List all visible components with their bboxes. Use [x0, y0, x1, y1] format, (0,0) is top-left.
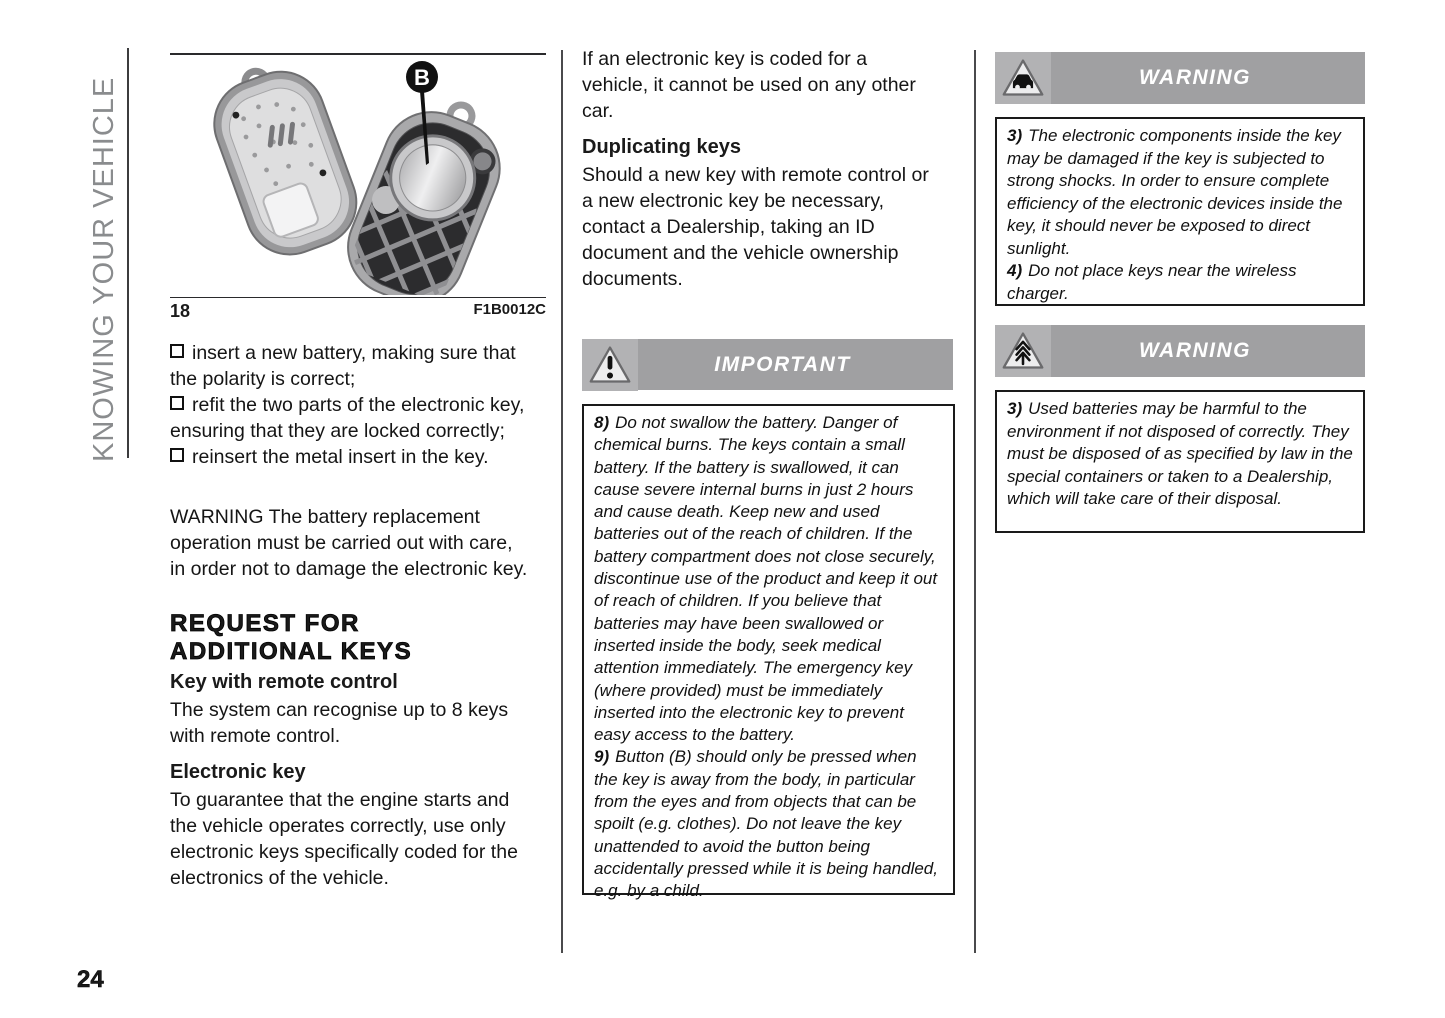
key-fob-open-back [200, 55, 369, 267]
figure-caption [170, 301, 546, 322]
item-text: Used batteries may be harmful to the environment if not disposed of correctly. They must be disposed of as specified by law in the special containers or taken to a Dealership, which will take care of their disposal. [1007, 399, 1353, 508]
square-bullet-icon [170, 448, 184, 462]
callout-b-label: B [414, 65, 430, 90]
coded-key-text: If an electronic key is coded for a vehicle, it cannot be used on any other car. [582, 48, 916, 122]
figure-number: 18 [170, 301, 191, 321]
warning-item [1007, 260, 1353, 305]
electronic-key-figure [170, 55, 546, 295]
warning2-title: WARNING [1139, 339, 1251, 362]
bullet-item [170, 340, 532, 392]
square-bullet-icon [170, 396, 184, 410]
bullet-item [170, 444, 532, 470]
page-number: 24 [77, 966, 104, 993]
column-divider-right [974, 50, 976, 953]
warning-item [1007, 125, 1353, 260]
electronic-key-heading: Electronic key [170, 761, 306, 783]
warning-note: WARNING The battery replacement operation must be carried out with care, in order not to damage the electronic key. [170, 506, 528, 580]
sidebar-section-title: KNOWING YOUR VEHICLE [88, 76, 120, 462]
duplicating-keys-text: Should a new key with remote control or a new electronic key be necessary, contact a Dealership, taking an ID document and the vehicle ownership documents. [582, 164, 929, 290]
figure-code: F1B0012C [473, 301, 546, 318]
warning2-box [995, 390, 1365, 533]
environment-tree-triangle-icon [995, 325, 1051, 377]
square-bullet-icon [170, 344, 184, 358]
sidebar-rule [127, 48, 129, 458]
bullet-text: insert a new battery, making sure that the polarity is correct; [170, 342, 516, 390]
item-number: 8) [594, 413, 610, 432]
important-item [594, 746, 943, 902]
bullet-text: reinsert the metal insert in the key. [192, 446, 489, 468]
warning1-box [995, 117, 1365, 306]
warning2-header-bar [995, 325, 1365, 377]
item-number: 4) [1007, 261, 1023, 280]
electronic-key-text: To guarantee that the engine starts and the vehicle operates correctly, use only electronic keys specifically coded for the electronics of the vehicle. [170, 789, 518, 889]
item-number: 3) [1007, 126, 1023, 145]
important-item [594, 412, 943, 746]
key-illustration [170, 55, 546, 295]
important-box [582, 404, 955, 901]
left-column [170, 340, 532, 891]
section-heading: REQUEST FOR ADDITIONAL KEYS [170, 610, 413, 665]
exclamation-triangle-icon [582, 339, 638, 391]
bullet-text: refit the two parts of the electronic key, ensuring that they are locked correctly; [170, 394, 525, 442]
item-number: 3) [1007, 399, 1023, 418]
item-text: The electronic components inside the key may be damaged if the key is subjected to strong shocks. In order to ensure complete efficiency of the electronic devices inside the key, it should never be exposed to direct sunlight. [1007, 126, 1343, 258]
item-text: Do not swallow the battery. Danger of chemical burns. The keys contain a small battery. If the battery is swallowed, it can cause severe internal burns in just 2 hours and cause death. Keep new and used batteries out of the reach of children. If the battery compartment does not close securely, discontinue use of the product and keep it out of reach of children. If you believe that batteries may have been swallowed or inserted inside the body, seek medical attention immediately. The emergency key (where provided) must be immediately inserted into the electronic key to prevent easy access to the battery. [594, 413, 938, 745]
column-divider-left [561, 50, 563, 953]
item-text: Button (B) should only be pressed when the key is away from the body, in particular from the eyes and from objects that can be spoilt (e.g. clothes). Do not leave the key unattended to avoid the button being accidentally pressed while it is being handled, e.g. by a child. [594, 747, 938, 901]
warning1-title: WARNING [1139, 66, 1251, 89]
item-text: Do not place keys near the wireless charger. [1007, 261, 1297, 303]
remote-key-text: The system can recognise up to 8 keys with remote control. [170, 699, 509, 747]
car-hazard-triangle-icon [995, 52, 1051, 104]
figure-bottom-rule [170, 297, 546, 298]
duplicating-keys-heading: Duplicating keys [582, 136, 741, 158]
warning1-header-bar [995, 52, 1365, 104]
important-title: IMPORTANT [714, 353, 851, 376]
bullet-item [170, 392, 532, 444]
important-header-bar [582, 339, 953, 390]
middle-column [582, 46, 934, 292]
remote-key-heading: Key with remote control [170, 671, 398, 693]
item-number: 9) [594, 747, 610, 767]
warning-item [1007, 398, 1353, 511]
